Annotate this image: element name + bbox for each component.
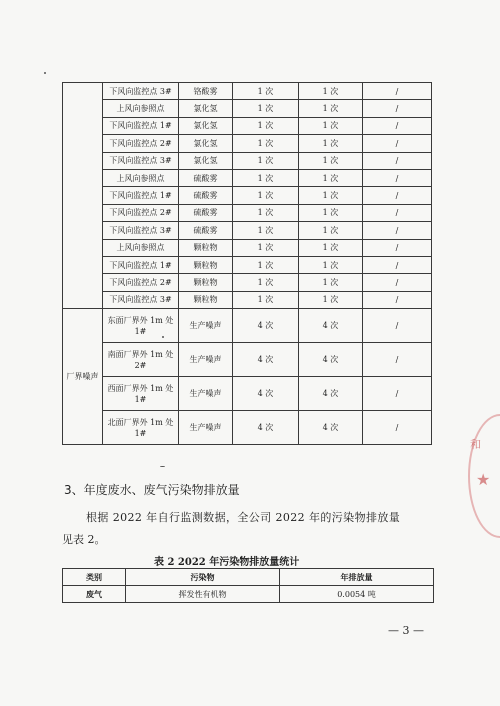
table-row [63, 169, 432, 186]
header-amount: 年排放量 [280, 569, 434, 586]
table-row [63, 256, 432, 273]
monitoring-point: 东面厂界外 1m 处 1# [103, 309, 179, 343]
table-row [63, 152, 432, 169]
page-number: — 3 — [388, 624, 424, 637]
frequency-b: 1 次 [299, 256, 363, 273]
table-caption: 表 2 2022 年污染物排放量统计 [154, 557, 300, 568]
pollutant: 颗粒物 [179, 256, 233, 273]
frequency-b: 4 次 [299, 377, 363, 411]
pollutant: 硫酸雾 [179, 169, 233, 186]
monitoring-point: 下风向监控点 2# [103, 135, 179, 152]
note: / [363, 274, 432, 291]
frequency-a: 1 次 [233, 274, 299, 291]
pollutant: 生产噪声 [179, 377, 233, 411]
pollutant: 硫酸雾 [179, 187, 233, 204]
pollutant: 颗粒物 [179, 291, 233, 308]
noise-category-cell: 厂界噪声 [63, 309, 103, 445]
pollutant: 生产噪声 [179, 411, 233, 445]
table-row [63, 274, 432, 291]
table-row [63, 204, 432, 221]
frequency-a: 1 次 [233, 291, 299, 308]
pollutant: 生产噪声 [179, 343, 233, 377]
table-row [63, 291, 432, 308]
monitoring-point: 西面厂界外 1m 处 1# [103, 377, 179, 411]
note: / [363, 222, 432, 239]
frequency-b: 4 次 [299, 343, 363, 377]
frequency-a: 1 次 [233, 169, 299, 186]
note: / [363, 135, 432, 152]
monitoring-point: 下风向监控点 1# [103, 256, 179, 273]
monitoring-point: 下风向监控点 3# [103, 83, 179, 100]
frequency-a: 4 次 [233, 377, 299, 411]
table-header-row [63, 569, 434, 586]
note: / [363, 187, 432, 204]
pollutant: 颗粒物 [179, 239, 233, 256]
scan-speck [162, 336, 164, 338]
monitoring-point: 下风向监控点 2# [103, 204, 179, 221]
monitoring-point: 上风向参照点 [103, 100, 179, 117]
scan-speck [44, 72, 46, 74]
pollutant: 硫酸雾 [179, 204, 233, 221]
frequency-a: 1 次 [233, 83, 299, 100]
monitoring-point: 下风向监控点 3# [103, 222, 179, 239]
frequency-a: 1 次 [233, 100, 299, 117]
pollutant: 硫酸雾 [179, 222, 233, 239]
note: / [363, 239, 432, 256]
note: / [363, 204, 432, 221]
pollutant: 氯化氢 [179, 117, 233, 134]
table-row [63, 187, 432, 204]
table-row [63, 239, 432, 256]
header-pollutant: 污染物 [126, 569, 280, 586]
frequency-a: 1 次 [233, 204, 299, 221]
frequency-b: 1 次 [299, 169, 363, 186]
table-row [63, 100, 432, 117]
frequency-b: 1 次 [299, 117, 363, 134]
frequency-a: 1 次 [233, 135, 299, 152]
frequency-b: 1 次 [299, 135, 363, 152]
stamp-text: 和 [470, 438, 481, 451]
monitoring-table [62, 82, 432, 445]
pollutant: 颗粒物 [179, 274, 233, 291]
scan-speck [160, 466, 165, 467]
pollutant: 生产噪声 [179, 309, 233, 343]
frequency-b: 1 次 [299, 83, 363, 100]
note: / [363, 309, 432, 343]
frequency-a: 1 次 [233, 222, 299, 239]
monitoring-point: 下风向监控点 3# [103, 291, 179, 308]
frequency-a: 4 次 [233, 343, 299, 377]
star-icon: ★ [476, 470, 491, 489]
frequency-a: 1 次 [233, 117, 299, 134]
header-category: 类别 [63, 569, 126, 586]
note: / [363, 152, 432, 169]
frequency-a: 1 次 [233, 239, 299, 256]
monitoring-point: 上风向参照点 [103, 169, 179, 186]
pollutant: 氯化氢 [179, 152, 233, 169]
table-row [63, 343, 432, 377]
paragraph-line-1: 根据 2022 年自行监测数据，全公司 2022 年的污染物排放量 [86, 511, 401, 524]
annual-amount: 0.0054 吨 [280, 586, 434, 603]
monitoring-point: 南面厂界外 1m 处 2# [103, 343, 179, 377]
emission-table [62, 568, 434, 603]
pollutant: 铬酸雾 [179, 83, 233, 100]
frequency-a: 4 次 [233, 309, 299, 343]
monitoring-point: 下风向监控点 3# [103, 152, 179, 169]
frequency-b: 1 次 [299, 274, 363, 291]
category: 废气 [63, 586, 126, 603]
table-row [63, 222, 432, 239]
frequency-b: 1 次 [299, 291, 363, 308]
frequency-b: 1 次 [299, 152, 363, 169]
pollutant: 挥发性有机物 [126, 586, 280, 603]
table-row [63, 586, 434, 603]
note: / [363, 256, 432, 273]
frequency-a: 1 次 [233, 152, 299, 169]
note: / [363, 377, 432, 411]
table-row [63, 83, 432, 100]
monitoring-point: 上风向参照点 [103, 239, 179, 256]
monitoring-point: 下风向监控点 1# [103, 187, 179, 204]
monitoring-point: 下风向监控点 2# [103, 274, 179, 291]
table-row [63, 309, 432, 343]
paragraph-line-2: 见表 2。 [62, 533, 106, 546]
frequency-a: 1 次 [233, 187, 299, 204]
frequency-b: 1 次 [299, 100, 363, 117]
note: / [363, 117, 432, 134]
pollutant: 氯化氢 [179, 135, 233, 152]
note: / [363, 291, 432, 308]
monitoring-point: 下风向监控点 1# [103, 117, 179, 134]
section-heading: 3、年度废水、废气污染物排放量 [64, 483, 240, 497]
note: / [363, 100, 432, 117]
table-row [63, 377, 432, 411]
frequency-b: 1 次 [299, 204, 363, 221]
table-row [63, 411, 432, 445]
frequency-b: 1 次 [299, 222, 363, 239]
table-row [63, 117, 432, 134]
monitoring-point: 北面厂界外 1m 处 1# [103, 411, 179, 445]
frequency-b: 1 次 [299, 187, 363, 204]
frequency-b: 1 次 [299, 239, 363, 256]
note: / [363, 411, 432, 445]
frequency-a: 4 次 [233, 411, 299, 445]
note: / [363, 169, 432, 186]
table-row [63, 135, 432, 152]
note: / [363, 343, 432, 377]
category-cell-empty [63, 83, 103, 309]
frequency-a: 1 次 [233, 256, 299, 273]
note: / [363, 83, 432, 100]
pollutant: 氯化氢 [179, 100, 233, 117]
frequency-b: 4 次 [299, 309, 363, 343]
frequency-b: 4 次 [299, 411, 363, 445]
